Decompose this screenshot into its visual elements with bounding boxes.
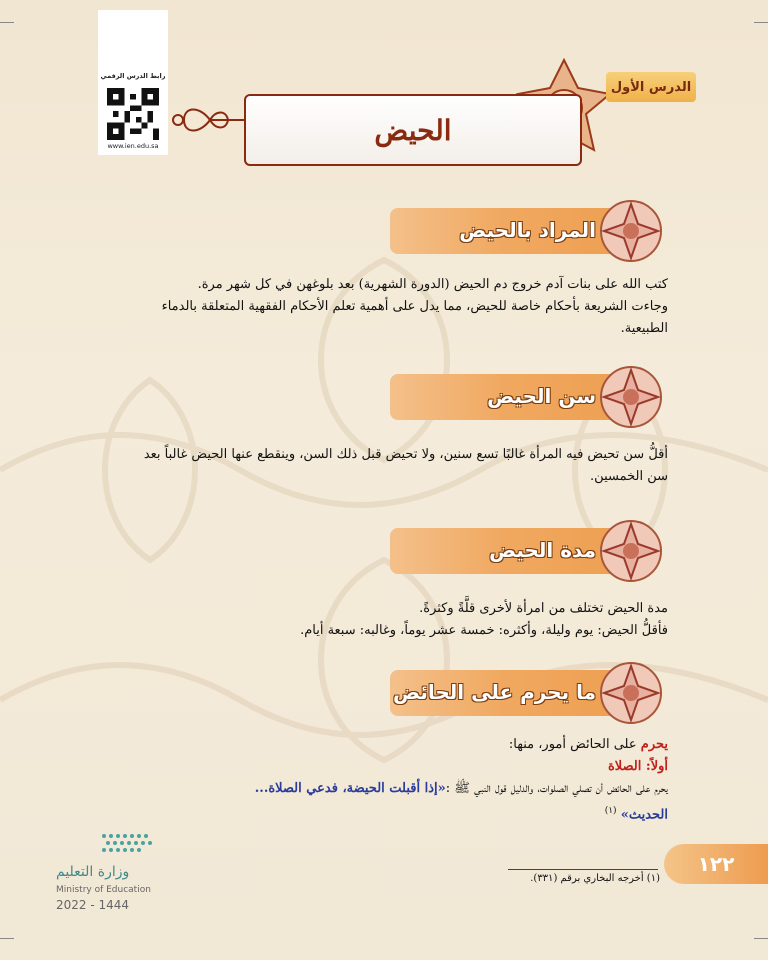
scroll-ornament-icon <box>170 100 246 140</box>
text-line: مدة الحيض تختلف من امرأة لأخرى قلَّةً وكثرةً. <box>419 601 668 616</box>
hadith-quote: «إذا أقبلت الحيضة، فدعي الصلاة... <box>254 781 446 796</box>
section-body <box>48 274 668 340</box>
qr-label: رابط الدرس الرقمي <box>100 72 166 80</box>
text-line: سن الخمسين. <box>590 469 668 484</box>
text-fragment: يحرم على الحائض أن تصلي الصلوات، والدليل قول النبي ﷺ : <box>445 781 668 796</box>
section-body <box>48 734 668 826</box>
text-line: الطبيعية. <box>620 321 668 336</box>
rosette-icon <box>598 518 664 584</box>
lesson-title-box <box>244 94 582 166</box>
section-heading: المراد بالحيض <box>459 218 596 242</box>
section-body <box>48 598 668 642</box>
ministry-name-en: Ministry of Education <box>56 885 151 895</box>
footnote-ref[interactable]: (١) <box>604 806 617 816</box>
highlight-word: يحرم <box>640 737 668 752</box>
text-line <box>48 778 668 800</box>
text-line: أقلُّ سن تحيض فيه المرأة غالبًا تسع سنين، ولا تحيض قبل ذلك السن، وينقطع عنها الحيض غالباً بعد <box>143 447 668 462</box>
text-line <box>48 734 668 756</box>
hadith-quote: الحديث» <box>620 807 668 823</box>
footnote: (١) أخرجه البخاري برقم (٣٣١). <box>530 873 660 884</box>
text-fragment: على الحائض أمور، منها: <box>508 737 641 752</box>
text-line: وجاءت الشريعة بأحكام خاصة للحيض، مما يدل على أهمية تعلم الأحكام الفقهية المتعلقة بالدماء <box>161 299 668 314</box>
text-line: فأقلُّ الحيض: يوم وليلة، وأكثره: خمسة عشر يوماً، وغالبه: سبعة أيام. <box>300 623 668 638</box>
rosette-icon <box>598 364 664 430</box>
lesson-title: الحيض <box>374 113 452 147</box>
section-heading: ما يحرم على الحائض <box>393 680 596 704</box>
rosette-icon <box>598 660 664 726</box>
footnote-divider <box>508 869 658 870</box>
ministry-name-ar: وزارة التعليم <box>56 864 130 880</box>
qr-code-icon[interactable] <box>106 88 160 140</box>
qr-url: www.ien.edu.sa <box>107 142 159 150</box>
lesson-tag: الدرس الأول <box>606 72 696 102</box>
section-heading: سن الحيض <box>487 384 596 408</box>
page-number: ١٢٢ <box>664 844 768 884</box>
section-body <box>48 444 668 488</box>
edition-year: 2022 - 1444 <box>56 898 130 912</box>
text-line: كتب الله على بنات آدم خروج دم الحيض (الدورة الشهرية) بعد بلوغهن في كل شهر مرة. <box>197 277 668 292</box>
ministry-logo-icon <box>100 830 160 860</box>
rosette-icon <box>598 198 664 264</box>
point-heading: أولاً: الصلاة <box>607 759 668 774</box>
section-heading: مدة الحيض <box>489 538 596 562</box>
text-line <box>48 800 668 826</box>
